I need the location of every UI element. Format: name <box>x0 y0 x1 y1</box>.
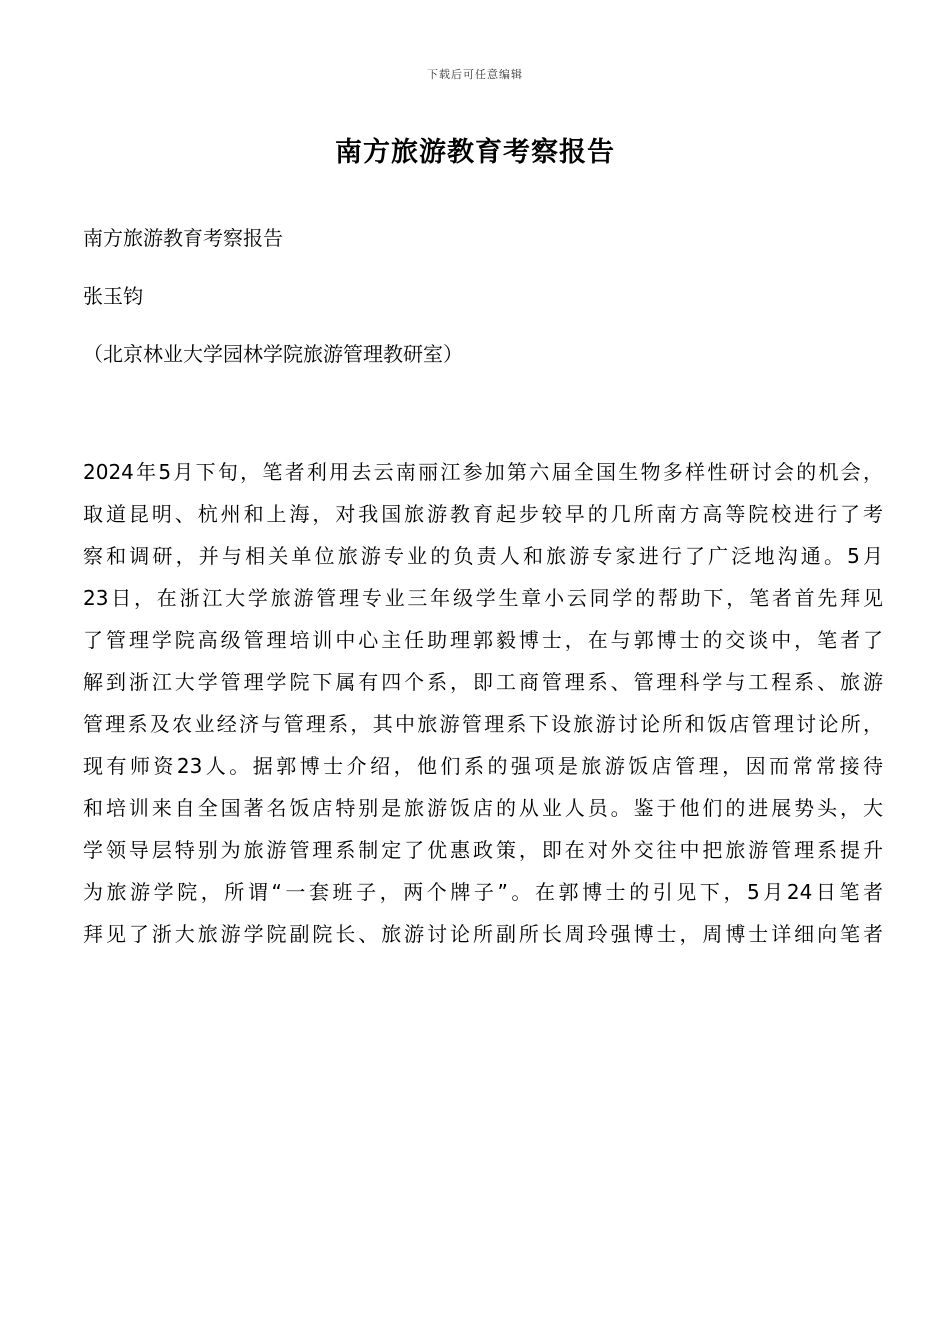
body-line: 拜见了浙大旅游学院副院长、旅游讨论所副所长周玲强博士，周博士详细向笔者 <box>83 922 883 946</box>
document-author: 张玉钧 <box>83 284 143 308</box>
body-line: 2024年5月下旬，笔者利用去云南丽江参加第六届全国生物多样性研讨会的机会， <box>83 460 883 484</box>
body-line: 察和调研，并与相关单位旅游专业的负责人和旅游专家进行了广泛地沟通。5月 <box>83 544 883 568</box>
body-line: 23日，在浙江大学旅游管理专业三年级学生章小云同学的帮助下，笔者首先拜见 <box>83 586 883 610</box>
document-subtitle: 南方旅游教育考察报告 <box>83 226 283 250</box>
body-line: 学领导层特别为旅游管理系制定了优惠政策，即在对外交往中把旅游管理系提升 <box>83 838 883 862</box>
body-paragraph <box>83 452 883 954</box>
document-affiliation: （北京林业大学园林学院旅游管理教研室） <box>83 342 463 366</box>
body-line: 了管理学院高级管理培训中心主任助理郭毅博士，在与郭博士的交谈中，笔者了 <box>83 628 883 652</box>
body-line: 管理系及农业经济与管理系，其中旅游管理系下设旅游讨论所和饭店管理讨论所， <box>83 712 883 736</box>
body-line: 和培训来自全国著名饭店特别是旅游饭店的从业人员。鉴于他们的进展势头，大 <box>83 796 883 820</box>
body-line: 取道昆明、杭州和上海，对我国旅游教育起步较早的几所南方高等院校进行了考 <box>83 502 883 526</box>
body-line: 现有师资23人。据郭博士介绍，他们系的强项是旅游饭店管理，因而常常接待 <box>83 754 883 778</box>
document-title: 南方旅游教育考察报告 <box>335 137 615 168</box>
header-note: 下载后可任意编辑 <box>427 68 523 81</box>
body-line: 解到浙江大学管理学院下属有四个系，即工商管理系、管理科学与工程系、旅游 <box>83 670 883 694</box>
body-line: 为旅游学院，所谓“一套班子，两个牌子”。在郭博士的引见下，5月24日笔者 <box>83 880 883 904</box>
